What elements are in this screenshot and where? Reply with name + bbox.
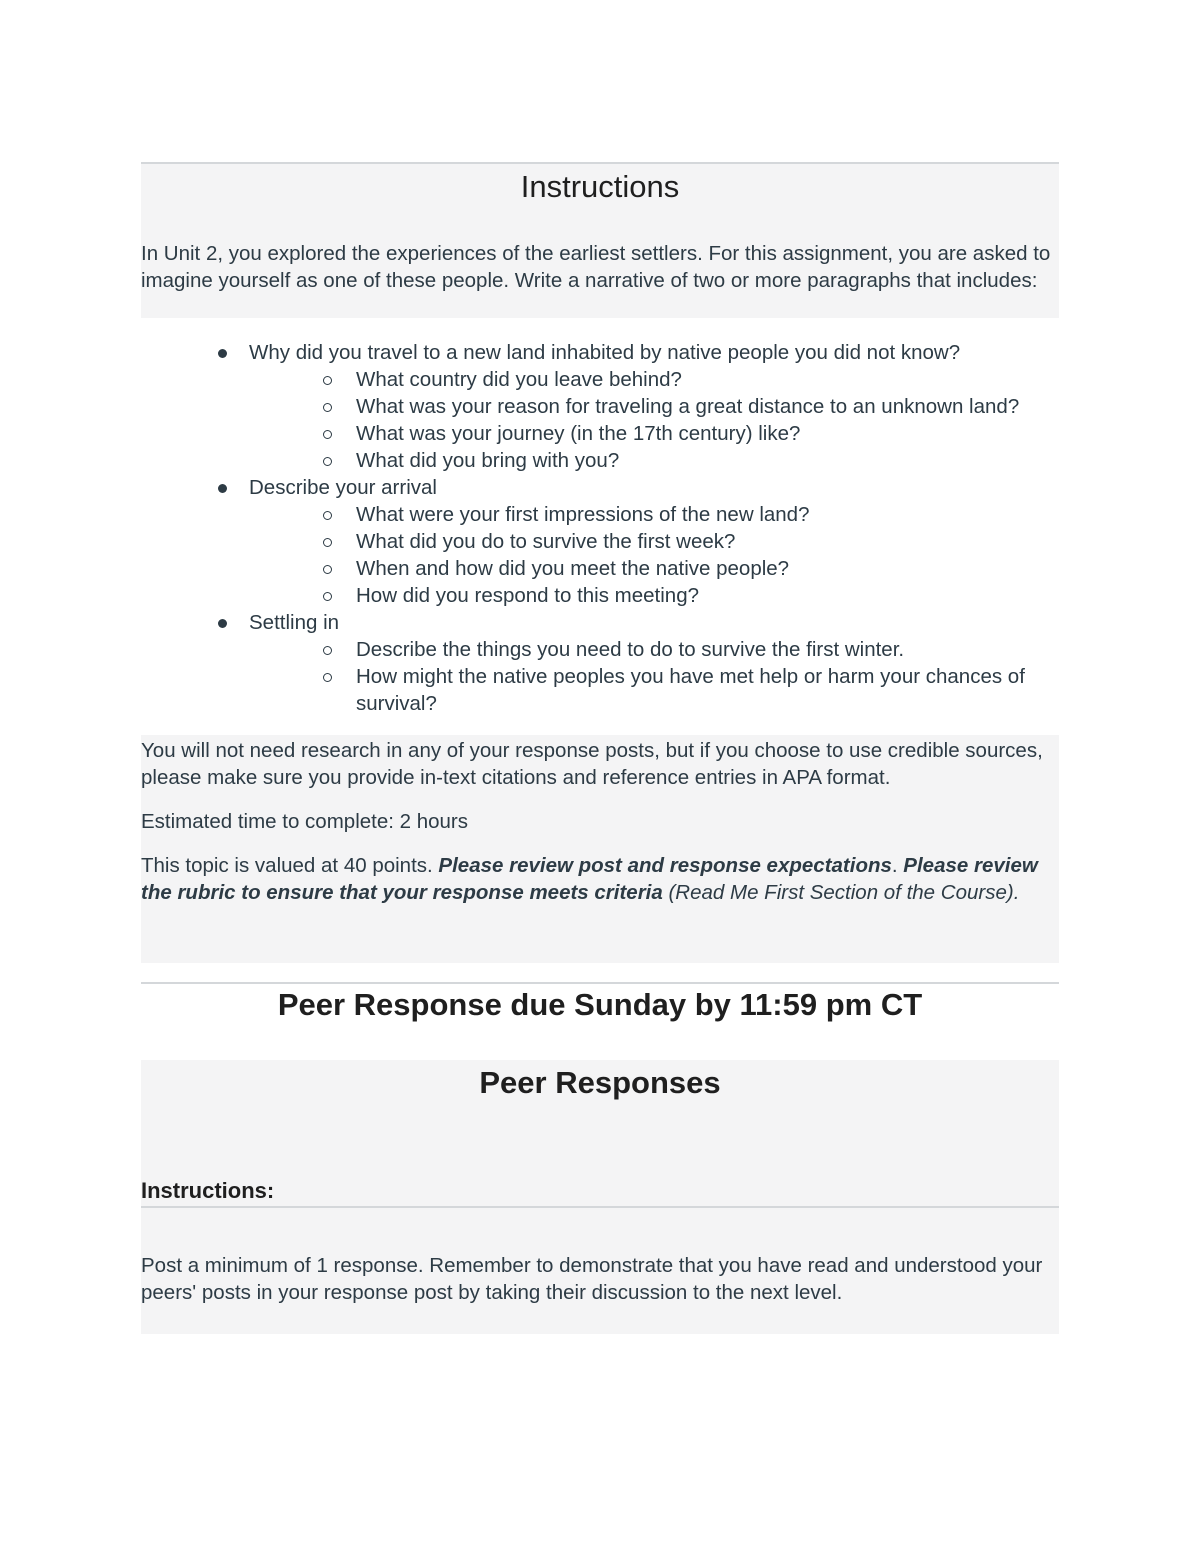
instructions-title: Instructions xyxy=(520,169,680,204)
peer-responses-section xyxy=(141,1060,1059,1206)
list-item: Describe the things you need to do to survive the first winter. xyxy=(356,636,1059,663)
list-item: Why did you travel to a new land inhabited by native people you did not know? What country did you leave behind? What was your reason for traveling a great distance to an unknown land? What was your journey (in the 17th century) like? What did you bring with you? xyxy=(249,339,1059,474)
list-item: What did you bring with you? xyxy=(356,447,1059,474)
research-note: You will not need research in any of your response posts, but if you choose to use credible sources, please make sure you provide in-text citations and reference entries in APA format. xyxy=(141,739,1043,789)
sub-question-list xyxy=(249,636,1059,717)
sub-question-list xyxy=(249,366,1059,474)
list-item: Settling in Describe the things you need to do to survive the first winter. How might the native peoples you have met help or harm your chances of survival? xyxy=(249,609,1059,717)
document-page xyxy=(141,162,1059,1334)
list-item: What was your reason for traveling a great distance to an unknown land? xyxy=(356,393,1059,420)
peer-due-title: Peer Response due Sunday by 11:59 pm CT xyxy=(277,987,923,1022)
list-item: How did you respond to this meeting? xyxy=(356,582,1059,609)
list-item: When and how did you meet the native people? xyxy=(356,555,1059,582)
list-item: How might the native peoples you have met help or harm your chances of survival? xyxy=(356,663,1059,717)
peer-responses-title: Peer Responses xyxy=(479,1065,721,1100)
sub-question-list xyxy=(249,501,1059,609)
peer-instructions-body xyxy=(141,1208,1059,1334)
list-item: What country did you leave behind? xyxy=(356,366,1059,393)
peer-instructions-heading: Instructions: xyxy=(141,1178,275,1203)
rubric-text: Please review the rubric to ensure that your response meets criteria xyxy=(141,854,1038,904)
points-note: This topic is valued at 40 points. Please review post and response expectations. Please review the rubric to ensure that your response meets criteria (Read Me First Section of the Course). xyxy=(141,854,1038,904)
list-item: Describe your arrival What were your first impressions of the new land? What did you do to survive the first week? When and how did you meet the native people? How did you respond to this meeting? xyxy=(249,474,1059,609)
list-item: What was your journey (in the 17th century) like? xyxy=(356,420,1059,447)
post-expectations-text: Please review post and response expectations xyxy=(438,854,892,877)
peer-instructions-text: Post a minimum of 1 response. Remember to demonstrate that you have read and understood your peers' posts in your response post by taking their discussion to the next level. xyxy=(141,1254,1043,1304)
instructions-section xyxy=(141,164,1059,318)
instructions-intro: In Unit 2, you explored the experiences of the earliest settlers. For this assignment, you are asked to imagine yourself as one of these people. Write a narrative of two or more paragraphs that includes: xyxy=(141,242,1051,292)
list-item: What did you do to survive the first week? xyxy=(356,528,1059,555)
list-item: What were your first impressions of the new land? xyxy=(356,501,1059,528)
research-section xyxy=(141,735,1059,963)
estimated-time: Estimated time to complete: 2 hours xyxy=(141,810,469,833)
question-list xyxy=(141,339,1059,717)
